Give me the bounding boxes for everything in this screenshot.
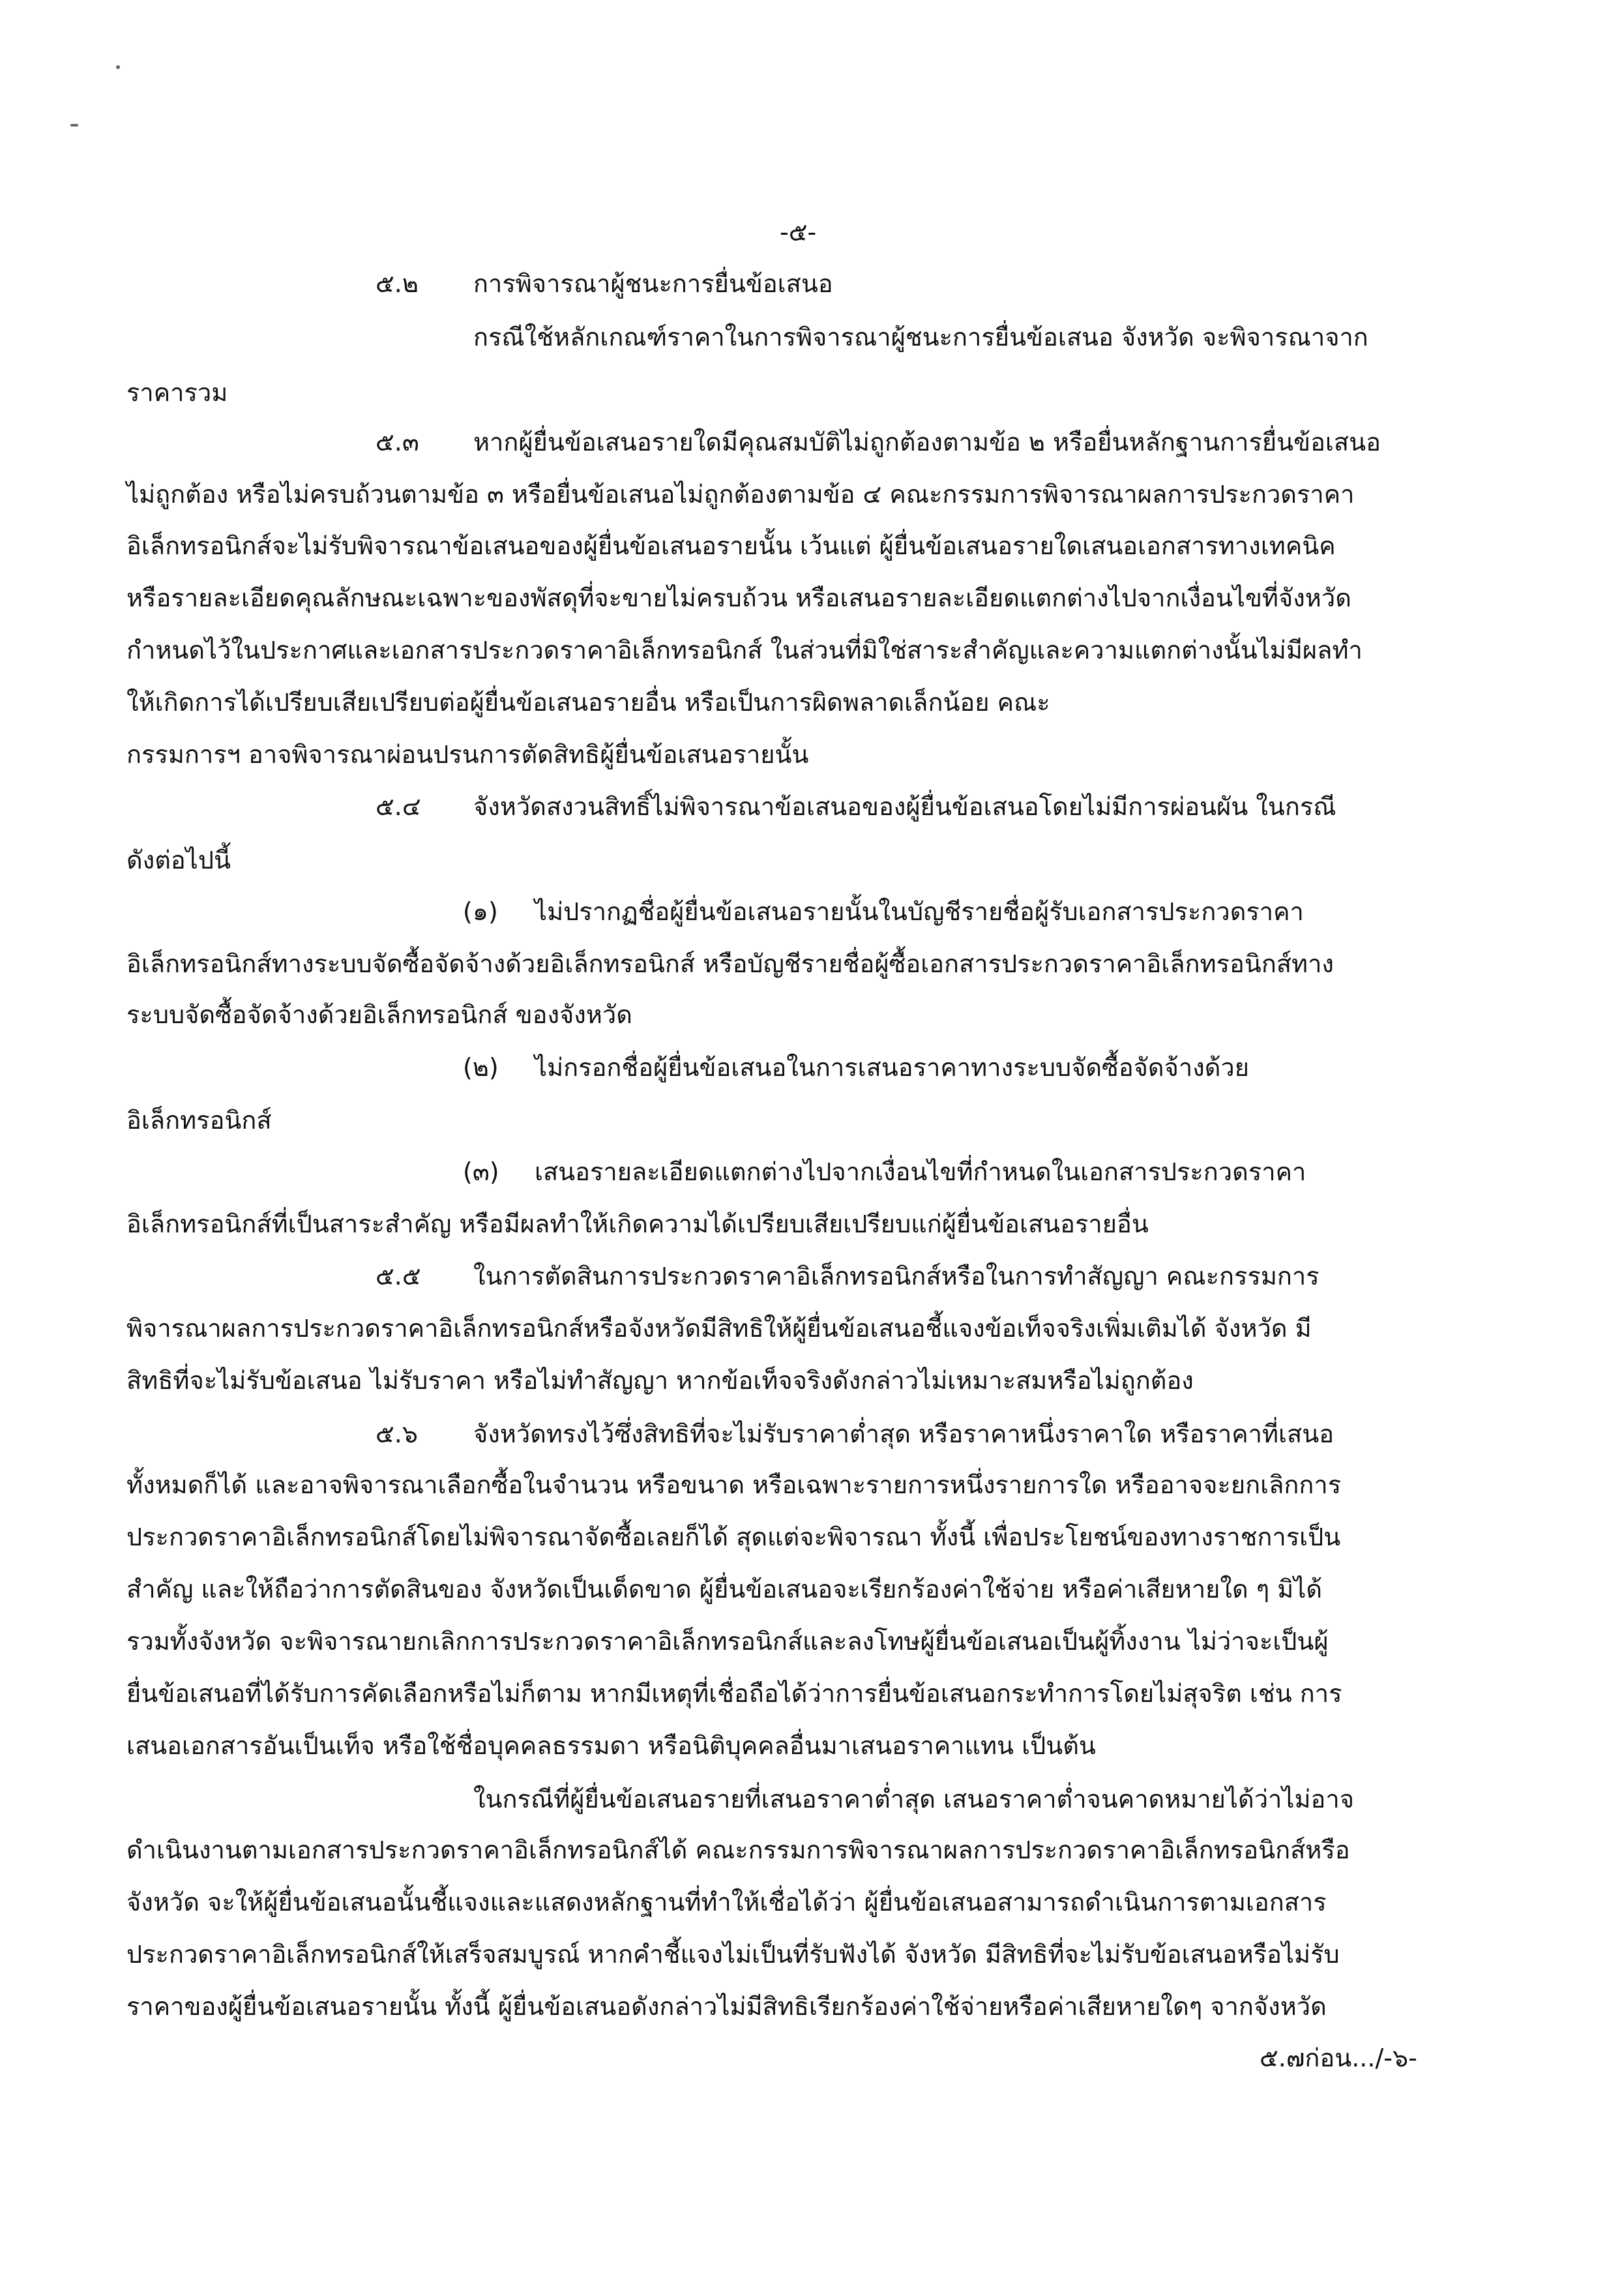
text-line: ให้เกิดการได้เปรียบเสียเปรียบต่อผู้ยื่นข้อเสนอรายอื่น หรือเป็นการผิดพลาดเล็กน้อย คณะ: [126, 688, 1050, 717]
text-line: ระบบจัดซื้อจัดจ้างด้วยอิเล็กทรอนิกส์ ของจังหวัด: [126, 1000, 632, 1029]
scan-speck: [116, 65, 120, 69]
continuation-note: ๕.๗ก่อน.../-๖-: [1260, 2044, 1417, 2072]
text-line: ทั้งหมดก็ได้ และอาจพิจารณาเลือกซื้อในจำนวน หรือขนาด หรือเฉพาะรายการหนึ่งรายการใด หรืออาจจะยกเลิกการ: [126, 1470, 1342, 1499]
text-line: ไม่กรอกชื่อผู้ยื่นข้อเสนอในการเสนอราคาทางระบบจัดซื้อจัดจ้างด้วย: [535, 1053, 1250, 1082]
text-line: รวมทั้งจังหวัด จะพิจารณายกเลิกการประกวดราคาอิเล็กทรอนิกส์และลงโทษผู้ยื่นข้อเสนอเป็นผู้ทิ้งงาน ไม่ว่าจะเป็นผู้: [126, 1627, 1329, 1656]
section-number: ๕.๔: [376, 792, 421, 821]
text-line: สำคัญ และให้ถือว่าการตัดสินของ จังหวัดเป็นเด็ดขาด ผู้ยื่นข้อเสนอจะเรียกร้องค่าใช้จ่าย หรือค่าเสียหายใด ๆ มิได้: [126, 1575, 1323, 1603]
scan-speck: [70, 124, 78, 127]
text-line: ราคารวม: [126, 378, 228, 407]
item-number: (๑): [463, 897, 498, 926]
text-line: ในกรณีที่ผู้ยื่นข้อเสนอรายที่เสนอราคาต่ำสุด เสนอราคาต่ำจนคาดหมายได้ว่าไม่อาจ: [473, 1785, 1354, 1813]
text-line: ประกวดราคาอิเล็กทรอนิกส์โดยไม่พิจารณาจัดซื้อเลยก็ได้ สุดแต่จะพิจารณา ทั้งนี้ เพื่อประโยชน์ของทางราชการเป็น: [126, 1523, 1341, 1551]
text-line: ไม่ปรากฏชื่อผู้ยื่นข้อเสนอรายนั้นในบัญชีรายชื่อผู้รับเอกสารประกวดราคา: [535, 897, 1304, 926]
section-heading: การพิจารณาผู้ชนะการยื่นข้อเสนอ: [473, 269, 833, 298]
text-line: กำหนดไว้ในประกาศและเอกสารประกวดราคาอิเล็กทรอนิกส์ ในส่วนที่มิใช่สาระสำคัญและความแตกต่างนั้นไม่มีผลทำ: [126, 636, 1363, 664]
text-line: เสนอเอกสารอันเป็นเท็จ หรือใช้ชื่อบุคคลธรรมดา หรือนิติบุคคลอื่นมาเสนอราคาแทน เป็นต้น: [126, 1731, 1096, 1760]
text-line: พิจารณาผลการประกวดราคาอิเล็กทรอนิกส์หรือจังหวัดมีสิทธิให้ผู้ยื่นข้อเสนอชี้แจงข้อเท็จจริงเพิ่มเติมได้ จังหวัด มี: [126, 1314, 1312, 1343]
text-line: ยื่นข้อเสนอที่ได้รับการคัดเลือกหรือไม่ก็ตาม หากมีเหตุที่เชื่อถือได้ว่าการยื่นข้อเสนอกระทำการโดยไม่สุจริต เช่น การ: [126, 1679, 1342, 1708]
text-line: อิเล็กทรอนิกส์: [126, 1106, 272, 1135]
section-number: ๕.๒: [376, 269, 419, 298]
page-number: -๕-: [780, 218, 817, 246]
item-number: (๓): [463, 1157, 499, 1186]
text-line: กรณีใช้หลักเกณฑ์ราคาในการพิจารณาผู้ชนะการยื่นข้อเสนอ จังหวัด จะพิจารณาจาก: [473, 323, 1368, 351]
text-line: อิเล็กทรอนิกส์จะไม่รับพิจารณาข้อเสนอของผู้ยื่นข้อเสนอรายนั้น เว้นแต่ ผู้ยื่นข้อเสนอรายใดเสนอเอกสารทางเทคนิค: [126, 531, 1336, 560]
text-line: กรรมการฯ อาจพิจารณาผ่อนปรนการตัดสิทธิผู้ยื่นข้อเสนอรายนั้น: [126, 740, 809, 769]
text-line: เสนอรายละเอียดแตกต่างไปจากเงื่อนไขที่กำหนดในเอกสารประกวดราคา: [535, 1157, 1306, 1186]
text-line: ราคาของผู้ยื่นข้อเสนอรายนั้น ทั้งนี้ ผู้ยื่นข้อเสนอดังกล่าวไม่มีสิทธิเรียกร้องค่าใช้จ่ายหรือค่าเสียหายใดๆ จากจังหวัด: [126, 1992, 1327, 2021]
text-line: ดำเนินงานตามเอกสารประกวดราคาอิเล็กทรอนิกส์ได้ คณะกรรมการพิจารณาผลการประกวดราคาอิเล็กทรอนิกส์หรือ: [126, 1836, 1350, 1864]
text-line: ดังต่อไปนี้: [126, 846, 231, 874]
text-line: จังหวัดสงวนสิทธิ์ไม่พิจารณาข้อเสนอของผู้ยื่นข้อเสนอโดยไม่มีการผ่อนผัน ในกรณี: [473, 792, 1336, 821]
text-line: อิเล็กทรอนิกส์ทางระบบจัดซื้อจัดจ้างด้วยอิเล็กทรอนิกส์ หรือบัญชีรายชื่อผู้ซื้อเอกสารประกวดราคาอิเล็กทรอนิกส์ทาง: [126, 949, 1334, 978]
text-line: หากผู้ยื่นข้อเสนอรายใดมีคุณสมบัติไม่ถูกต้องตามข้อ ๒ หรือยื่นหลักฐานการยื่นข้อเสนอ: [473, 428, 1381, 456]
text-line: ในการตัดสินการประกวดราคาอิเล็กทรอนิกส์หรือในการทำสัญญา คณะกรรมการ: [473, 1262, 1320, 1290]
section-number: ๕.๕: [376, 1262, 421, 1290]
text-line: จังหวัด จะให้ผู้ยื่นข้อเสนอนั้นชี้แจงและแสดงหลักฐานที่ทำให้เชื่อได้ว่า ผู้ยื่นข้อเสนอสามารถดำเนินการตามเอกสาร: [126, 1888, 1327, 1916]
text-line: อิเล็กทรอนิกส์ที่เป็นสาระสำคัญ หรือมีผลทำให้เกิดความได้เปรียบเสียเปรียบแก่ผู้ยื่นข้อเสนอรายอื่น: [126, 1210, 1149, 1238]
section-number: ๕.๖: [376, 1420, 418, 1448]
section-number: ๕.๓: [376, 428, 419, 456]
text-line: สิทธิที่จะไม่รับข้อเสนอ ไม่รับราคา หรือไม่ทำสัญญา หากข้อเท็จจริงดังกล่าวไม่เหมาะสมหรือไม่ถูกต้อง: [126, 1366, 1194, 1395]
item-number: (๒): [463, 1053, 499, 1082]
text-line: ประกวดราคาอิเล็กทรอนิกส์ให้เสร็จสมบูรณ์ หากคำชี้แจงไม่เป็นที่รับฟังได้ จังหวัด มีสิทธิที่จะไม่รับข้อเสนอหรือไม่รับ: [126, 1940, 1340, 1969]
text-line: หรือรายละเอียดคุณลักษณะเฉพาะของพัสดุที่จะขายไม่ครบถ้วน หรือเสนอรายละเอียดแตกต่างไปจากเงื่อนไขที่จังหวัด: [126, 584, 1351, 612]
text-line: ไม่ถูกต้อง หรือไม่ครบถ้วนตามข้อ ๓ หรือยื่นข้อเสนอไม่ถูกต้องตามข้อ ๔ คณะกรรมการพิจารณาผลการประกวดราคา: [126, 480, 1355, 509]
text-line: จังหวัดทรงไว้ซึ่งสิทธิที่จะไม่รับราคาต่ำสุด หรือราคาหนึ่งราคาใด หรือราคาที่เสนอ: [473, 1420, 1334, 1448]
